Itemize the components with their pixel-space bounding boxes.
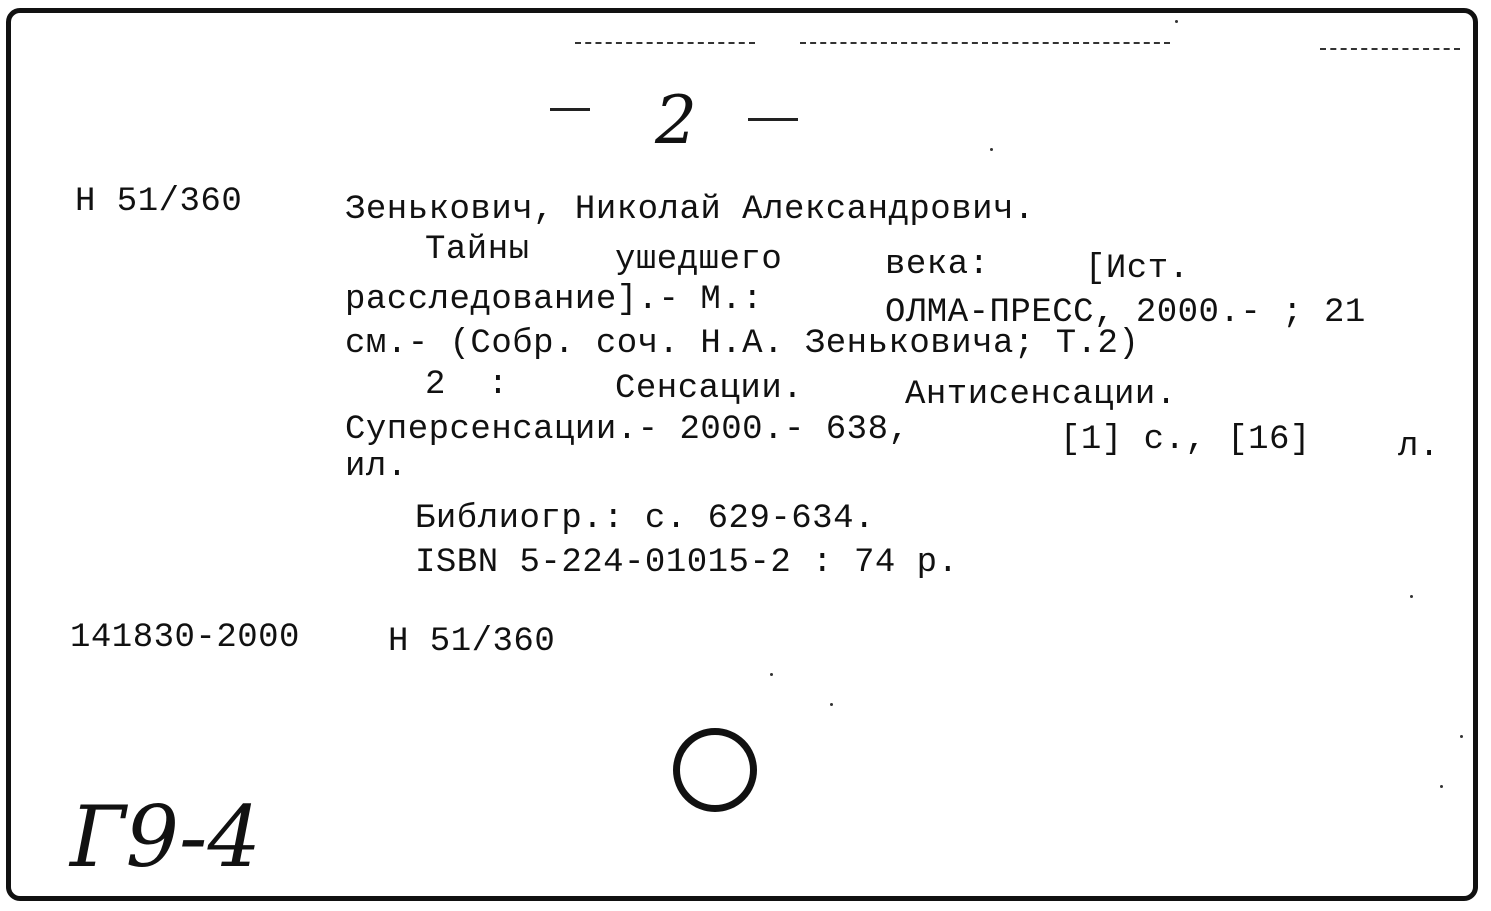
page-dash-left xyxy=(550,108,590,111)
speck xyxy=(1440,785,1443,788)
volume-collation: Суперсенсации.- 2000.- 638, xyxy=(345,411,910,449)
volume-number: 2 : xyxy=(425,366,509,404)
top-dash-mark xyxy=(575,42,755,46)
volume-title: Антисенсации. xyxy=(905,376,1177,414)
isbn-price: ISBN 5-224-01015-2 : 74 р. xyxy=(415,544,959,582)
speck xyxy=(770,673,773,676)
speck xyxy=(990,148,993,151)
shelf-mark-bottom: Н 51/360 xyxy=(388,623,556,661)
title-imprint: расследование].- М.: xyxy=(345,281,764,319)
top-dash-mark xyxy=(1320,48,1460,52)
illustrations-note: ил. xyxy=(345,448,408,486)
title-word: Тайны xyxy=(425,231,530,269)
accession-number: 141830-2000 xyxy=(70,619,300,657)
shelf-mark: Н 51/360 xyxy=(75,183,243,221)
speck xyxy=(1175,20,1178,23)
title-word: века: xyxy=(885,246,990,284)
top-dash-mark xyxy=(800,42,1170,46)
bibliography-note: Библиогр.: с. 629-634. xyxy=(415,500,875,538)
speck xyxy=(1460,735,1463,738)
volume-collation: [1] с., [16] xyxy=(1060,421,1311,459)
speck xyxy=(830,703,833,706)
title-word: ушедшего xyxy=(615,241,783,279)
author-heading: Зенькович, Николай Александрович. xyxy=(345,191,1035,229)
page-number: 2 xyxy=(655,82,697,159)
title-word: [Ист. xyxy=(1085,250,1190,288)
punch-hole xyxy=(673,728,757,812)
speck xyxy=(1410,595,1413,598)
series-statement: см.- (Собр. соч. Н.А. Зеньковича; Т.2) xyxy=(345,325,1140,363)
volume-title: Сенсации. xyxy=(615,370,804,408)
volume-collation: л. xyxy=(1398,428,1440,466)
handwritten-code: Г9-4 xyxy=(70,788,261,886)
page-dash-right xyxy=(748,118,798,121)
title-imprint: ОЛМА-ПРЕСС, 2000.- ; 21 xyxy=(885,294,1366,332)
